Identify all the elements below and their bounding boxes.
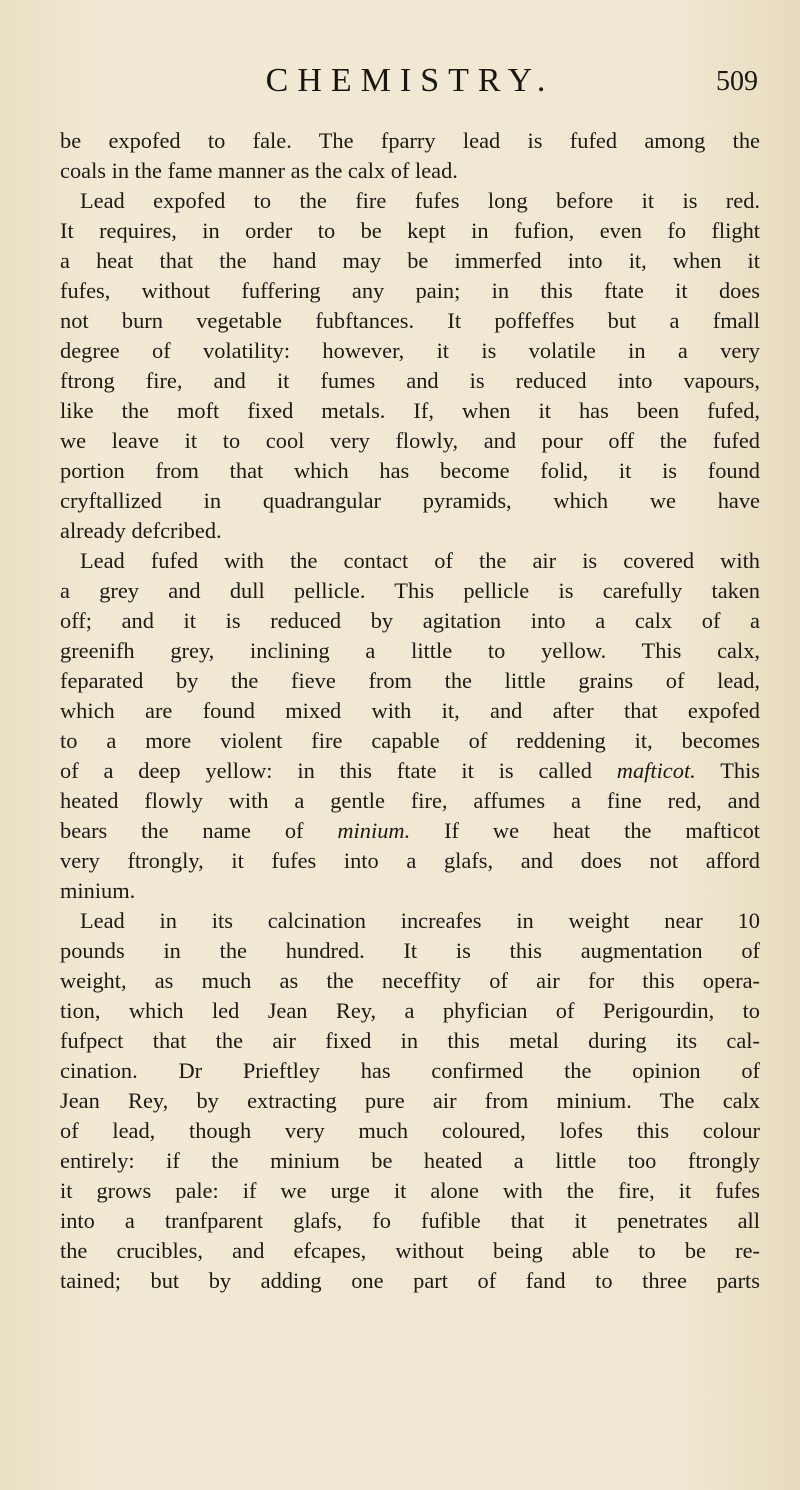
text-line [60, 306, 760, 336]
line-text: Jean Rey, by extracting pure air from minium. The calx [60, 1088, 760, 1113]
line-text: cination. Dr Prieftley has confirmed the opinion of [60, 1058, 760, 1083]
line-text: tained; but by adding one part of fand to three parts [60, 1268, 760, 1293]
text-line [60, 1086, 760, 1116]
line-text: fufpect that the air fixed in this metal during its cal- [60, 1028, 760, 1053]
text-line [60, 1206, 760, 1236]
text-line [60, 666, 760, 696]
line-text: coals in the fame manner as the calx of lead. [60, 158, 458, 183]
line-text: pounds in the hundred. It is this augmentation of [60, 938, 760, 963]
text-line [60, 636, 760, 666]
line-text: feparated by the fieve from the little grains of lead, [60, 668, 760, 693]
line-text: Lead in its calcination increafes in weight near 10 [80, 908, 760, 933]
text-line [60, 996, 760, 1026]
line-text: entirely: if the minium be heated a little too ftrongly [60, 1148, 760, 1173]
text-line [60, 546, 760, 576]
text-line [60, 156, 760, 186]
text-line [60, 966, 760, 996]
line-text: like the moft fixed metals. If, when it has been fufed, [60, 398, 760, 423]
text-line [60, 606, 760, 636]
line-text: greenifh grey, inclining a little to yellow. This calx, [60, 638, 760, 663]
text-line [60, 936, 760, 966]
line-text: the crucibles, and efcapes, without being able to be re- [60, 1238, 760, 1263]
line-text: tion, which led Jean Rey, a phyfician of Perigourdin, to [60, 998, 760, 1023]
text-line [60, 846, 760, 876]
text-line [60, 246, 760, 276]
line-text: bears the name of [60, 818, 304, 843]
line-text: it grows pale: if we urge it alone with the fire, it fufes [60, 1178, 760, 1203]
text-line [60, 756, 760, 786]
text-line [60, 1176, 760, 1206]
line-text: into a tranfparent glafs, fo fufible that it penetrates all [60, 1208, 760, 1233]
page-number: 509 [716, 66, 758, 97]
italic-term: mafticot. [616, 758, 696, 783]
book-page [60, 62, 760, 1462]
line-text: be expofed to fale. The fparry lead is fufed among the [60, 128, 760, 153]
text-line [60, 186, 760, 216]
text-line [60, 366, 760, 396]
text-line [60, 216, 760, 246]
line-text: It requires, in order to be kept in fufion, even fo flight [60, 218, 760, 243]
text-line [60, 1056, 760, 1086]
text-line [60, 576, 760, 606]
line-text: heated flowly with a gentle fire, affumes a fine red, and [60, 788, 760, 813]
line-text: minium. [60, 878, 136, 903]
line-text: Lead expofed to the fire fufes long before it is red. [80, 188, 760, 213]
line-text-continued: If we heat the mafticot [410, 818, 760, 843]
line-text: already defcribed. [60, 518, 222, 543]
text-line [60, 1146, 760, 1176]
body-text [60, 126, 760, 1296]
line-text: weight, as much as the neceffity of air for this opera- [60, 968, 760, 993]
line-text: cryftallized in quadrangular pyramids, which we have [60, 488, 760, 513]
text-line [60, 336, 760, 366]
text-line [60, 726, 760, 756]
line-text: ftrong fire, and it fumes and is reduced into vapours, [60, 368, 760, 393]
line-text: fufes, without fuffering any pain; in this ftate it does [60, 278, 760, 303]
text-line [60, 276, 760, 306]
line-text: a heat that the hand may be immerfed into it, when it [60, 248, 760, 273]
line-text-continued: This [695, 758, 761, 783]
text-line [60, 1026, 760, 1056]
line-text: off; and it is reduced by agitation into a calx of a [60, 608, 760, 633]
line-text: very ftrongly, it fufes into a glafs, and does not afford [60, 848, 760, 873]
line-text: of a deep yellow: in this ftate it is called [60, 758, 592, 783]
text-line [60, 1266, 760, 1296]
text-line [60, 876, 760, 906]
italic-term: minium. [337, 818, 411, 843]
text-line [60, 816, 760, 846]
line-text: Lead fufed with the contact of the air is covered with [80, 548, 760, 573]
line-text: a grey and dull pellicle. This pellicle is carefully taken [60, 578, 760, 603]
text-line [60, 516, 760, 546]
text-line [60, 396, 760, 426]
text-line [60, 696, 760, 726]
line-text: to a more violent fire capable of reddening it, becomes [60, 728, 760, 753]
line-text: of lead, though very much coloured, lofes this colour [60, 1118, 760, 1143]
line-text: we leave it to cool very flowly, and pour off the fufed [60, 428, 760, 453]
line-text: portion from that which has become folid, it is found [60, 458, 760, 483]
text-line [60, 786, 760, 816]
line-text: which are found mixed with it, and after that expofed [60, 698, 760, 723]
text-line [60, 1236, 760, 1266]
running-header [60, 62, 760, 106]
text-line [60, 456, 760, 486]
text-line [60, 486, 760, 516]
text-line [60, 126, 760, 156]
line-text: degree of volatility: however, it is volatile in a very [60, 338, 760, 363]
page-title: CHEMISTRY. [265, 62, 555, 99]
text-line [60, 1116, 760, 1146]
text-line [60, 426, 760, 456]
text-line [60, 906, 760, 936]
line-text: not burn vegetable fubftances. It poffeffes but a fmall [60, 308, 760, 333]
